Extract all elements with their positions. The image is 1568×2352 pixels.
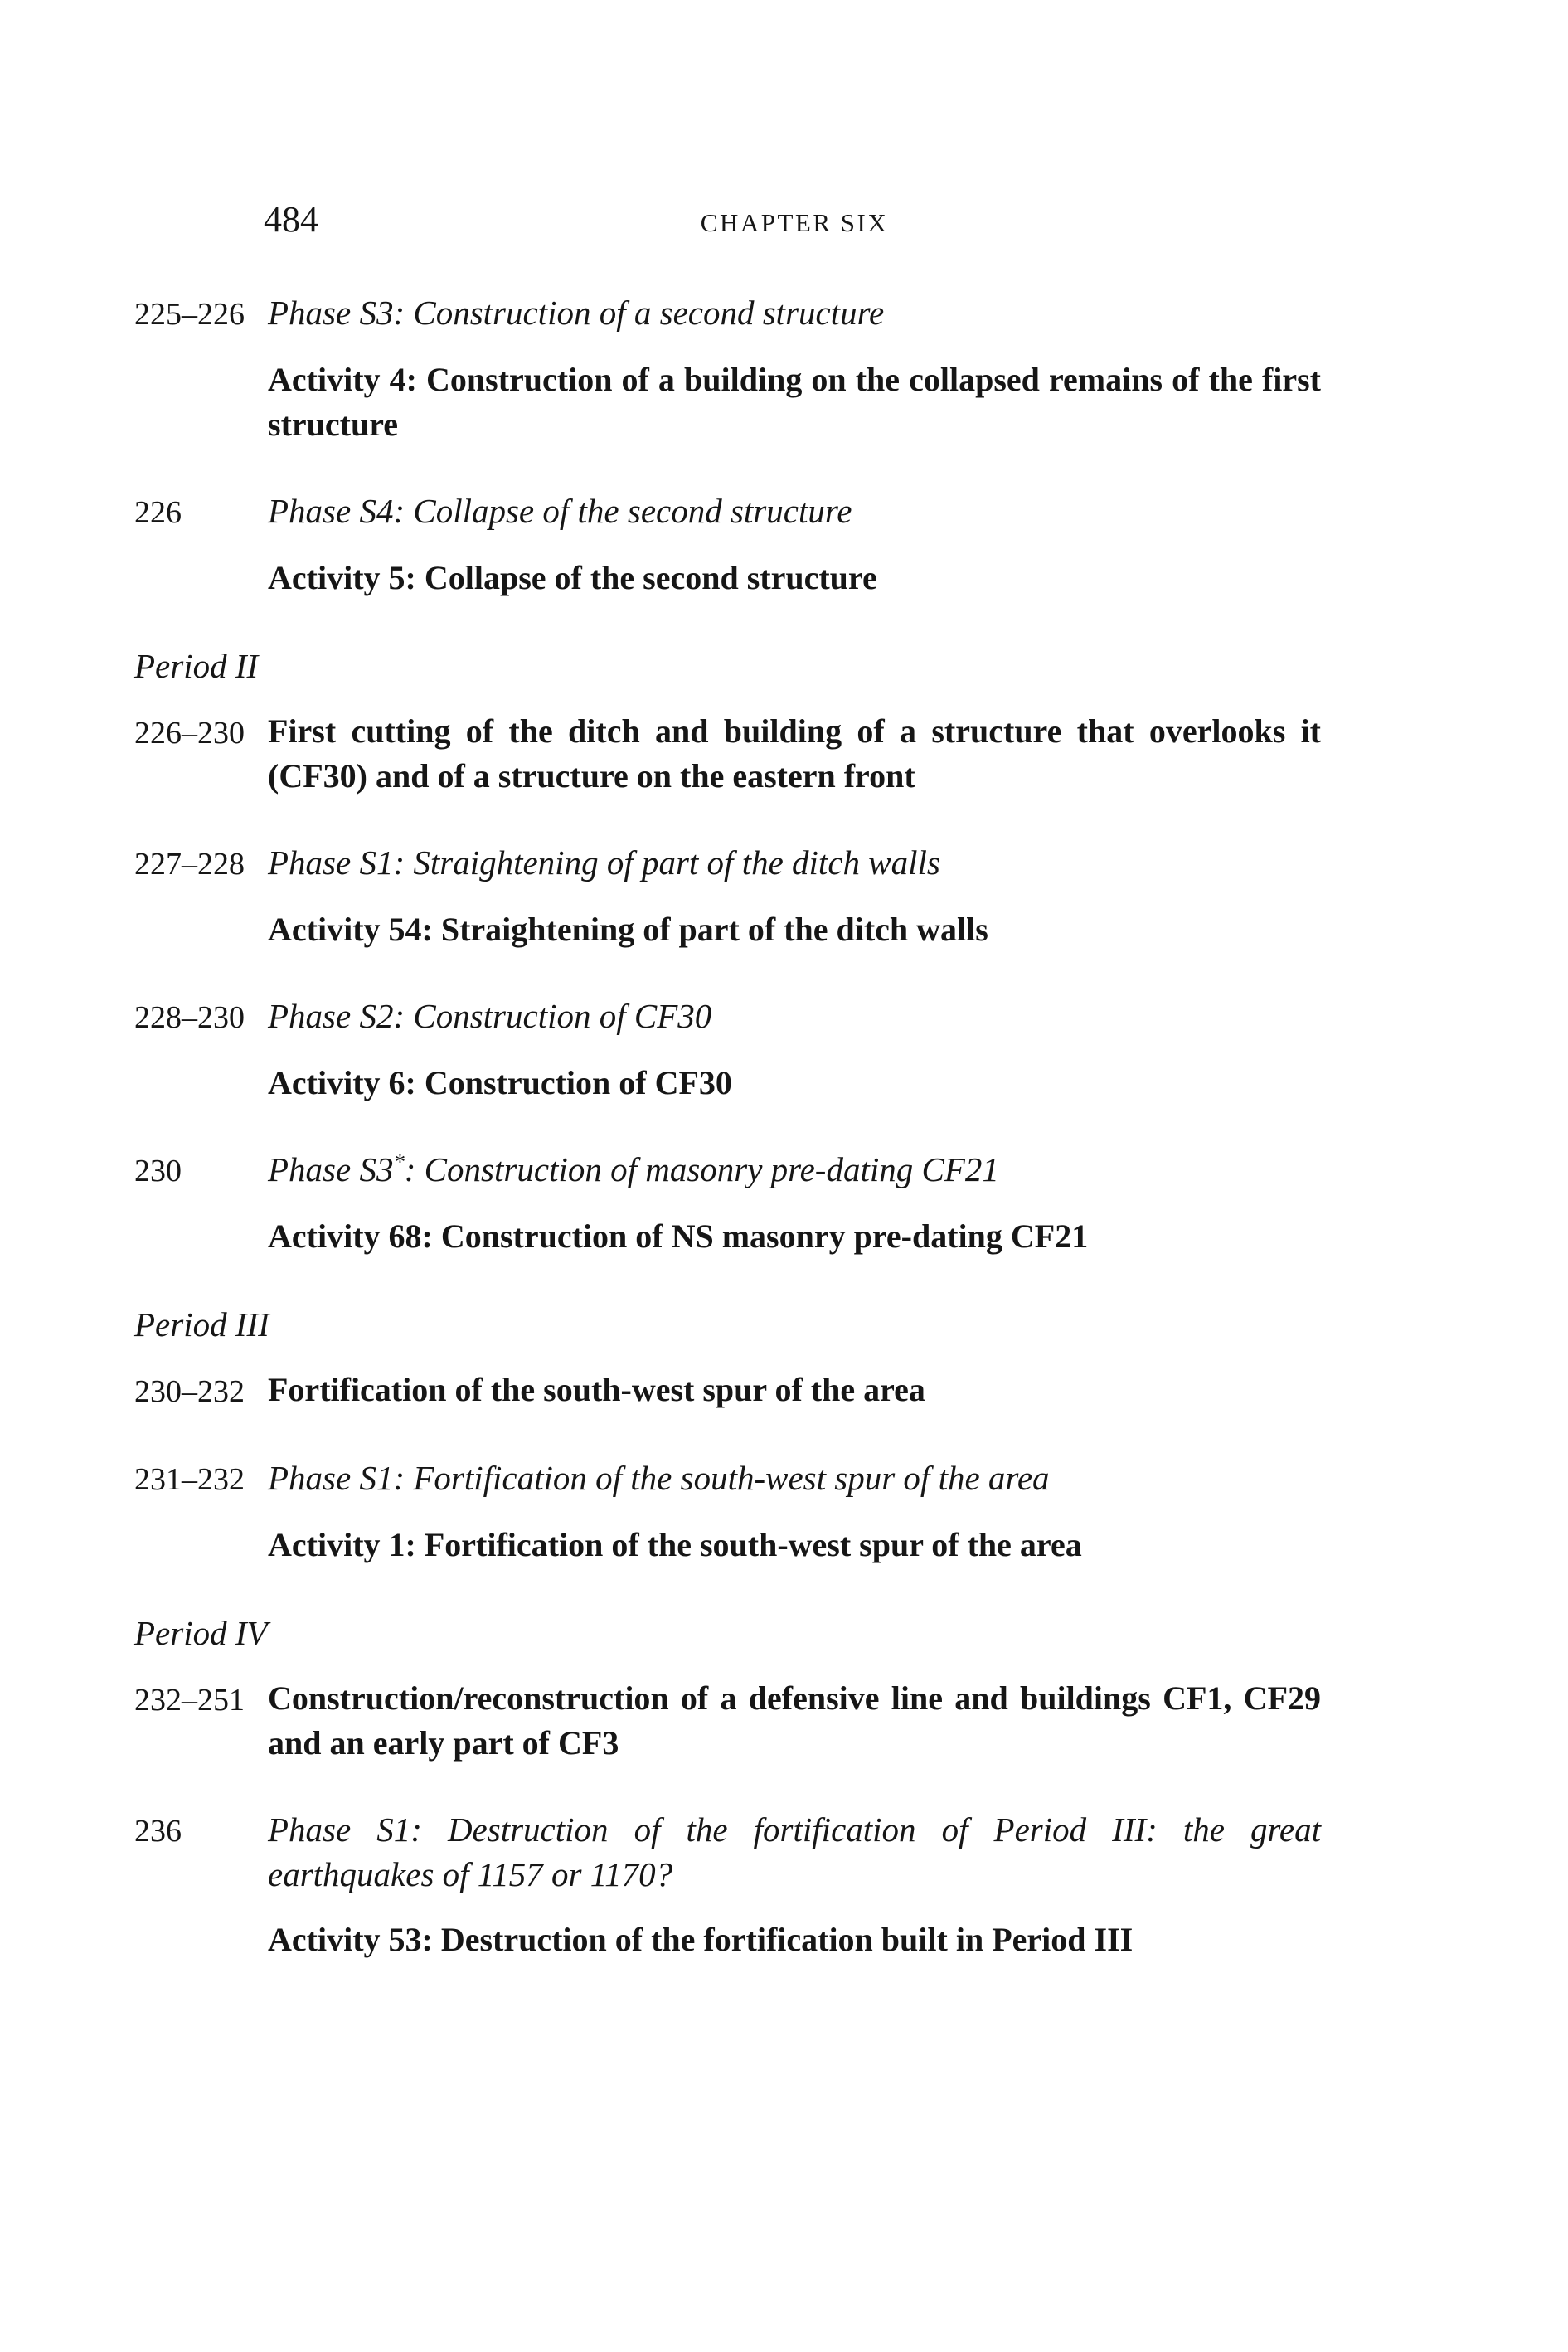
page-range: 230–232: [134, 1374, 245, 1409]
toc-phase-entry: [134, 290, 1321, 337]
page-range: [134, 907, 268, 909]
toc-activity-entry: [134, 1061, 1321, 1106]
entry-line: Activity 4: Construction of a building on the collapsed remains of the first: [268, 361, 1321, 398]
toc-activity-entry: [134, 907, 1321, 952]
entry-text: [268, 709, 1321, 799]
entry-line: Activity 6: Construction of CF30: [268, 1064, 732, 1101]
page-range: [134, 1061, 268, 1062]
entry-text: [268, 1214, 1321, 1259]
entry-text: [268, 1676, 1321, 1766]
entry-text: [268, 994, 1321, 1038]
entry-line: Period III: [134, 1305, 269, 1344]
period-heading: [134, 1611, 1321, 1655]
entry-text: [134, 1611, 1321, 1655]
toc-phase-entry: [134, 840, 1321, 887]
page-range: [134, 1214, 268, 1216]
page-range: 227–228: [134, 847, 245, 882]
page-range: 236: [134, 1814, 182, 1849]
entry-line: Phase S3: Construction of a second structure: [268, 294, 885, 332]
toc-phase-entry: [134, 1455, 1321, 1502]
page-range: 230: [134, 1154, 182, 1188]
entry-line: Period II: [134, 647, 259, 685]
toc-phase-entry: [134, 488, 1321, 535]
entry-text: [268, 1917, 1321, 1962]
toc-activity-entry: [134, 1917, 1321, 1962]
entry-text: [268, 1061, 1321, 1106]
entry-line: Phase S1: Straightening of part of the ditch walls: [268, 843, 940, 882]
toc-phase-entry: [134, 1147, 1321, 1193]
page-number-folio: 484: [264, 199, 318, 240]
superscript-star: *: [393, 1149, 405, 1174]
page-range: [134, 556, 268, 557]
entry-text: [268, 1147, 1321, 1192]
entry-text: [268, 556, 1321, 600]
entry-line: Period IV: [134, 1614, 268, 1652]
toc: [134, 290, 1321, 1962]
page-range: [134, 1523, 268, 1524]
entry-line: Phase S1: Destruction of the fortification of Period III: the great: [268, 1810, 1321, 1849]
entry-line: Phase S1: Fortification of the south-west spur of the area: [268, 1459, 1050, 1497]
toc-section-entry: [134, 1676, 1321, 1766]
page-range: 232–251: [134, 1683, 245, 1718]
entry-text: [268, 1455, 1321, 1500]
page-range: 225–226: [134, 297, 245, 332]
chapter-running-head: CHAPTER SIX: [700, 208, 889, 237]
entry-line: Phase S3*: Construction of masonry pre-dating CF21: [268, 1149, 999, 1188]
page-range: [134, 357, 268, 359]
period-heading: [134, 1302, 1321, 1347]
toc-section-entry: [134, 709, 1321, 799]
entry-line: (CF30) and of a structure on the eastern front: [268, 757, 915, 795]
page-range: [134, 1917, 268, 1919]
entry-line: First cutting of the ditch and building of a structure that overlooks it: [268, 712, 1321, 750]
page-range: 231–232: [134, 1462, 245, 1497]
entry-line: Activity 54: Straightening of part of the ditch walls: [268, 911, 988, 948]
entry-line: Construction/reconstruction of a defensive line and buildings CF1, CF29: [268, 1679, 1321, 1717]
entry-text: [268, 488, 1321, 533]
entry-text: [134, 1302, 1321, 1347]
toc-activity-entry: [134, 357, 1321, 447]
entry-line: Activity 1: Fortification of the south-west spur of the area: [268, 1526, 1082, 1563]
toc-activity-entry: [134, 1214, 1321, 1259]
entry-text: [268, 907, 1321, 952]
entry-line: Activity 68: Construction of NS masonry pre-dating CF21: [268, 1217, 1089, 1255]
toc-activity-entry: [134, 1523, 1321, 1567]
entry-text: [268, 840, 1321, 885]
period-heading: [134, 644, 1321, 688]
entry-text: [268, 1807, 1321, 1897]
entry-text: [268, 357, 1321, 447]
toc-phase-entry: [134, 1807, 1321, 1897]
toc-phase-entry: [134, 994, 1321, 1040]
page-range: 226–230: [134, 716, 245, 751]
entry-text: [268, 1523, 1321, 1567]
toc-activity-entry: [134, 556, 1321, 600]
entry-text: [268, 1368, 1321, 1412]
entry-line: and an early part of CF3: [268, 1724, 619, 1762]
entry-line: Activity 5: Collapse of the second structure: [268, 559, 877, 596]
entry-line: Phase S4: Collapse of the second structure: [268, 492, 852, 530]
entry-line: earthquakes of 1157 or 1170?: [268, 1855, 673, 1893]
running-header: [134, 199, 1321, 240]
page-range: 228–230: [134, 1000, 245, 1035]
page-range: 226: [134, 495, 182, 530]
entry-line: Activity 53: Destruction of the fortification built in Period III: [268, 1921, 1134, 1958]
entry-line: structure: [268, 406, 398, 443]
entry-line: Fortification of the south-west spur of the area: [268, 1371, 925, 1408]
entry-text: [268, 290, 1321, 335]
entry-text: [134, 644, 1321, 688]
toc-section-entry: [134, 1368, 1321, 1414]
entry-line: Phase S2: Construction of CF30: [268, 997, 712, 1035]
